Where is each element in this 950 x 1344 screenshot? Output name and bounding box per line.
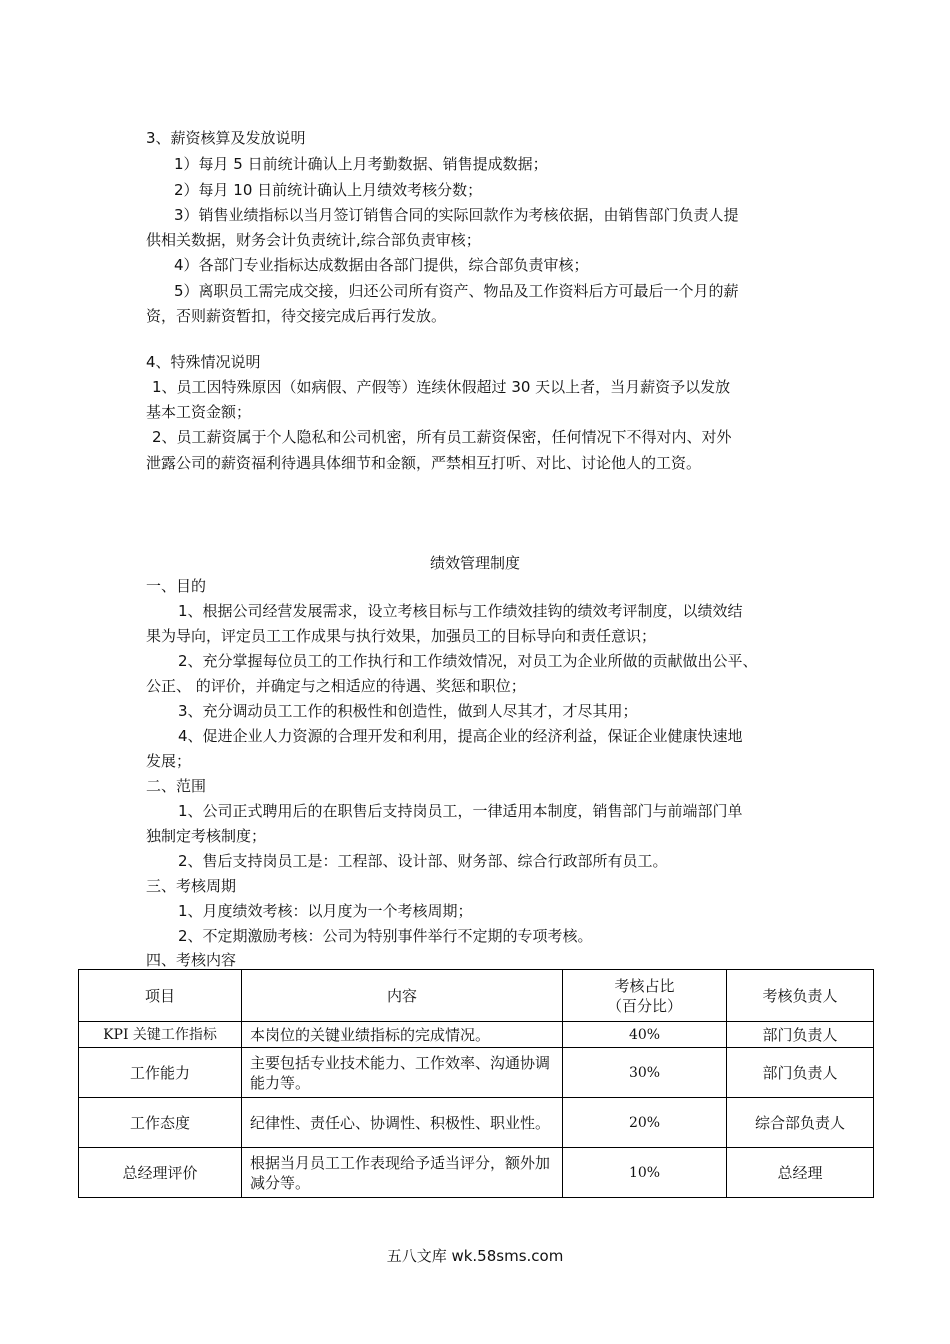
cycle-line: 2、不定期激励考核：公司为特别事件举行不定期的专项考核。 bbox=[178, 927, 593, 945]
table-row bbox=[79, 1098, 874, 1148]
cycle-line: 1、月度绩效考核：以月度为一个考核周期； bbox=[178, 902, 473, 920]
row-ratio: 10% bbox=[563, 1148, 727, 1198]
footer-watermark: 五八文库 wk.58sms.com bbox=[386, 1247, 564, 1265]
scope-heading: 二、范围 bbox=[146, 777, 207, 795]
purpose-line: 发展； bbox=[146, 752, 192, 770]
row-item: 工作态度 bbox=[79, 1098, 242, 1148]
salary-item-5: 5）离职员工需完成交接，归还公司所有资产、物品及工作资料后方可最后一个月的薪 bbox=[174, 282, 739, 300]
salary-item-3-cont: 供相关数据，财务会计负责统计,综合部负责审核； bbox=[146, 231, 481, 249]
scope-line: 独制定考核制度； bbox=[146, 827, 267, 845]
table-header-row bbox=[79, 970, 874, 1022]
header-ratio-line2: （百分比） bbox=[606, 996, 682, 1015]
salary-item-1: 1）每月 5 日前统计确认上月考勤数据、销售提成数据； bbox=[174, 155, 548, 173]
scope-line: 1、公司正式聘用后的在职售后支持岗员工，一律适用本制度，销售部门与前端部门单 bbox=[178, 802, 743, 820]
row-owner: 部门负责人 bbox=[727, 1022, 874, 1048]
purpose-line: 公正、 的评价，并确定与之相适应的待遇、奖惩和职位； bbox=[146, 677, 526, 695]
special-item-1: 1、员工因特殊原因（如病假、产假等）连续休假超过 30 天以上者，当月薪资予以发放 bbox=[152, 378, 731, 396]
header-content: 内容 bbox=[242, 970, 563, 1022]
table-row bbox=[79, 1148, 874, 1198]
special-item-2-cont: 泄露公司的薪资福利待遇具体细节和金额，严禁相互打听、对比、讨论他人的工资。 bbox=[146, 454, 702, 472]
salary-item-4: 4）各部门专业指标达成数据由各部门提供，综合部负责审核； bbox=[174, 256, 589, 274]
header-owner: 考核负责人 bbox=[727, 970, 874, 1022]
row-owner: 部门负责人 bbox=[727, 1048, 874, 1098]
row-ratio: 20% bbox=[563, 1098, 727, 1148]
table-row bbox=[79, 1048, 874, 1098]
row-content: 纪律性、责任心、协调性、积极性、职业性。 bbox=[242, 1098, 563, 1148]
salary-item-2: 2）每月 10 日前统计确认上月绩效考核分数； bbox=[174, 181, 483, 199]
special-item-2: 2、员工薪资属于个人隐私和公司机密，所有员工薪资保密，任何情况下不得对内、对外 bbox=[152, 428, 732, 446]
row-owner: 综合部负责人 bbox=[727, 1098, 874, 1148]
row-ratio: 30% bbox=[563, 1048, 727, 1098]
header-ratio-line1: 考核占比 bbox=[614, 976, 675, 995]
purpose-line: 1、根据公司经营发展需求，设立考核目标与工作绩效挂钩的绩效考评制度，以绩效结 bbox=[178, 602, 743, 620]
content-heading: 四、考核内容 bbox=[146, 951, 237, 969]
salary-section-heading: 3、薪资核算及发放说明 bbox=[146, 129, 306, 147]
table-row bbox=[79, 1022, 874, 1048]
purpose-line: 3、充分调动员工工作的积极性和创造性，做到人尽其才，才尽其用； bbox=[178, 702, 638, 720]
assessment-table bbox=[78, 969, 874, 1198]
special-item-1-cont: 基本工资金额； bbox=[146, 403, 252, 421]
cycle-heading: 三、考核周期 bbox=[146, 877, 237, 895]
row-content: 主要包括专业技术能力、工作效率、沟通协调能力等。 bbox=[242, 1048, 563, 1098]
purpose-line: 果为导向，评定员工工作成果与执行效果，加强员工的目标导向和责任意识； bbox=[146, 627, 657, 645]
document-title: 绩效管理制度 bbox=[429, 554, 520, 572]
row-item: 工作能力 bbox=[79, 1048, 242, 1098]
salary-item-3: 3）销售业绩指标以当月签订销售合同的实际回款作为考核依据，由销售部门负责人提 bbox=[174, 206, 739, 224]
purpose-heading: 一、目的 bbox=[146, 577, 207, 595]
row-owner: 总经理 bbox=[727, 1148, 874, 1198]
header-item: 项目 bbox=[79, 970, 242, 1022]
header-ratio bbox=[563, 970, 727, 1022]
row-content: 本岗位的关键业绩指标的完成情况。 bbox=[242, 1022, 563, 1048]
salary-item-5-cont: 资，否则薪资暂扣，待交接完成后再行发放。 bbox=[146, 307, 447, 325]
special-section-heading: 4、特殊情况说明 bbox=[146, 353, 261, 371]
purpose-line: 2、充分掌握每位员工的工作执行和工作绩效情况，对员工为企业所做的贡献做出公平、 bbox=[178, 652, 758, 670]
purpose-line: 4、促进企业人力资源的合理开发和利用，提高企业的经济利益，保证企业健康快速地 bbox=[178, 727, 743, 745]
row-item: KPI 关键工作指标 bbox=[79, 1022, 242, 1048]
row-ratio: 40% bbox=[563, 1022, 727, 1048]
scope-line: 2、售后支持岗员工是：工程部、设计部、财务部、综合行政部所有员工。 bbox=[178, 852, 668, 870]
row-content: 根据当月员工工作表现给予适当评分，额外加减分等。 bbox=[242, 1148, 563, 1198]
row-item: 总经理评价 bbox=[79, 1148, 242, 1198]
